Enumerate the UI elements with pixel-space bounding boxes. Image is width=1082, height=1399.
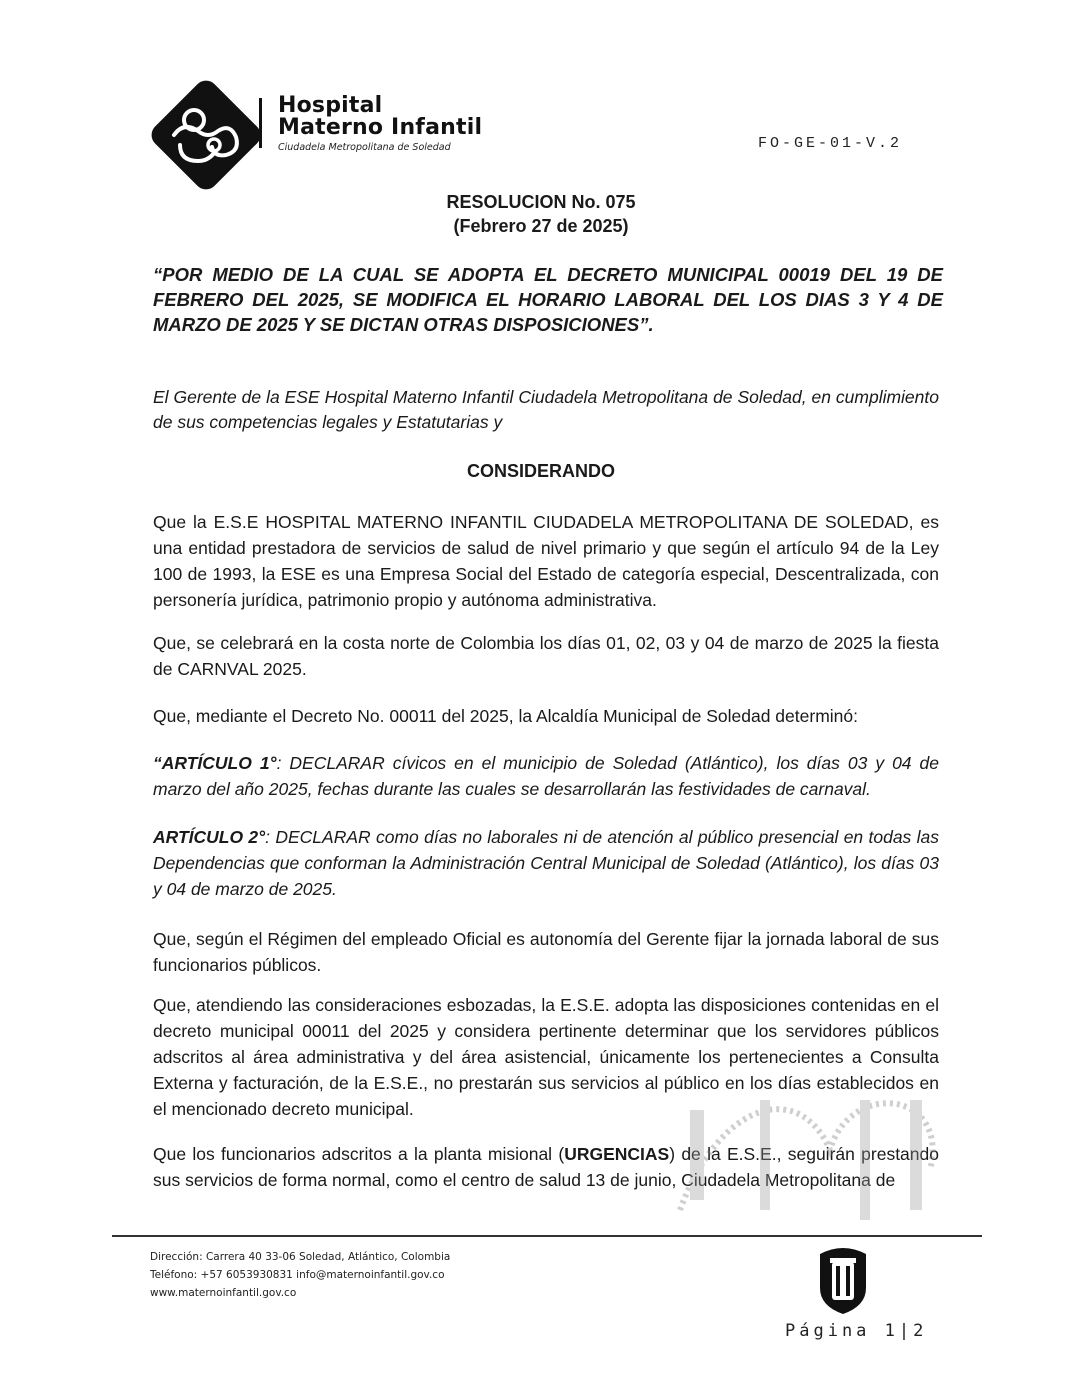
logo-line-1: Hospital — [278, 93, 383, 118]
footer-divider — [112, 1235, 982, 1237]
section-heading: CONSIDERANDO — [466, 461, 615, 481]
resolution-date: (Febrero 27 de 2025) — [453, 216, 629, 236]
article-1-label: “ARTÍCULO 1° — [153, 753, 277, 773]
hospital-logo-icon — [144, 73, 268, 197]
footer-address: Dirección: Carrera 40 33-06 Soledad, Atlántico, Colombia — [150, 1251, 451, 1263]
article-2-quote — [153, 824, 939, 902]
article-1-body: : DECLARAR cívicos en el municipio de Soledad (Atlántico), los días 03 y 04 de marzo del año 2025, fechas durante las cuales se desarrollarán las festividades de carnaval. — [153, 753, 939, 799]
paragraph-7: Que, atendiendo las consideraciones esbozadas, la E.S.E. adopta las disposiciones contenidas en el decreto municipal 00011 del 2025 y considera pertinente determinar que los servidores públicos adscritos al área administrativa y del área asistencial, únicamente los pertenecientes a Consulta Externa y facturación, de la E.S.E., no prestarán sus servicios al público en los días establecidos en el mencionado decreto municipal. — [153, 995, 939, 1119]
form-code: FO-GE-01-V.2 — [758, 135, 903, 152]
logo-divider — [259, 98, 262, 148]
page-number: Página 1|2 — [785, 1321, 928, 1341]
resolution-number: RESOLUCION No. 075 — [446, 192, 636, 212]
paragraph-8-bold: URGENCIAS — [564, 1144, 670, 1164]
paragraph-3: Que, mediante el Decreto No. 00011 del 2025, la Alcaldía Municipal de Soledad determinó: — [153, 706, 858, 726]
article-2-body: : DECLARAR como días no laborales ni de atención al público presencial en todas las Dependencias que conforman la Administración Central Municipal de Soledad (Atlántico), los días 03 y 04 de marzo de 2025. — [153, 827, 939, 899]
paragraph-2: Que, se celebrará en la costa norte de Colombia los días 01, 02, 03 y 04 de marzo de 2025 la fiesta de CARNVAL 2025. — [153, 633, 939, 679]
resolution-subject: “POR MEDIO DE LA CUAL SE ADOPTA EL DECRETO MUNICIPAL 00019 DEL 19 DE FEBRERO DEL 2025, SE MODIFICA EL HORARIO LABORAL DEL LOS DIAS 3 Y 4 DE MARZO DE 2025 Y SE DICTAN OTRAS DISPOSICIONES”. — [153, 264, 943, 335]
paragraph-8-pre: Que los funcionarios adscritos a la planta misional ( — [153, 1144, 565, 1164]
paragraph-6: Que, según el Régimen del empleado Oficial es autonomía del Gerente fijar la jornada laboral de sus funcionarios públicos. — [153, 929, 939, 975]
footer-contact — [150, 1248, 450, 1302]
logo-text — [278, 95, 482, 153]
paragraph-8-post: ) de la E.S.E., seguirán prestando sus servicios de forma normal, como el centro de salud 13 de junio, Ciudadela Metropolitana de — [153, 1144, 939, 1190]
municipal-shield-icon — [812, 1244, 874, 1316]
article-2-label: ARTÍCULO 2° — [153, 827, 266, 847]
logo-line-2: Materno Infantil — [278, 115, 483, 140]
footer-phone: Teléfono: +57 6053930831 info@maternoinfantil.gov.co — [150, 1269, 445, 1281]
footer-website: www.maternoinfantil.gov.co — [150, 1287, 297, 1299]
faded-stamp-icon — [660, 1060, 960, 1230]
paragraph-1: Que la E.S.E HOSPITAL MATERNO INFANTIL CIUDADELA METROPOLITANA DE SOLEDAD, es una entidad prestadora de servicios de salud de nivel primario y que según el artículo 94 de la Ley 100 de 1993, la ESE es una Empresa Social del Estado de categoría especial, Descentralizada, con personería jurídica, patrimonio propio y autónoma administrativa. — [153, 512, 939, 610]
logo-subtitle: Ciudadela Metropolitana de Soledad — [278, 142, 451, 153]
intro-paragraph: El Gerente de la ESE Hospital Materno Infantil Ciudadela Metropolitana de Soledad, en cumplimiento de sus competencias legales y Estatutarias y — [153, 387, 939, 432]
article-1-quote — [153, 750, 939, 802]
